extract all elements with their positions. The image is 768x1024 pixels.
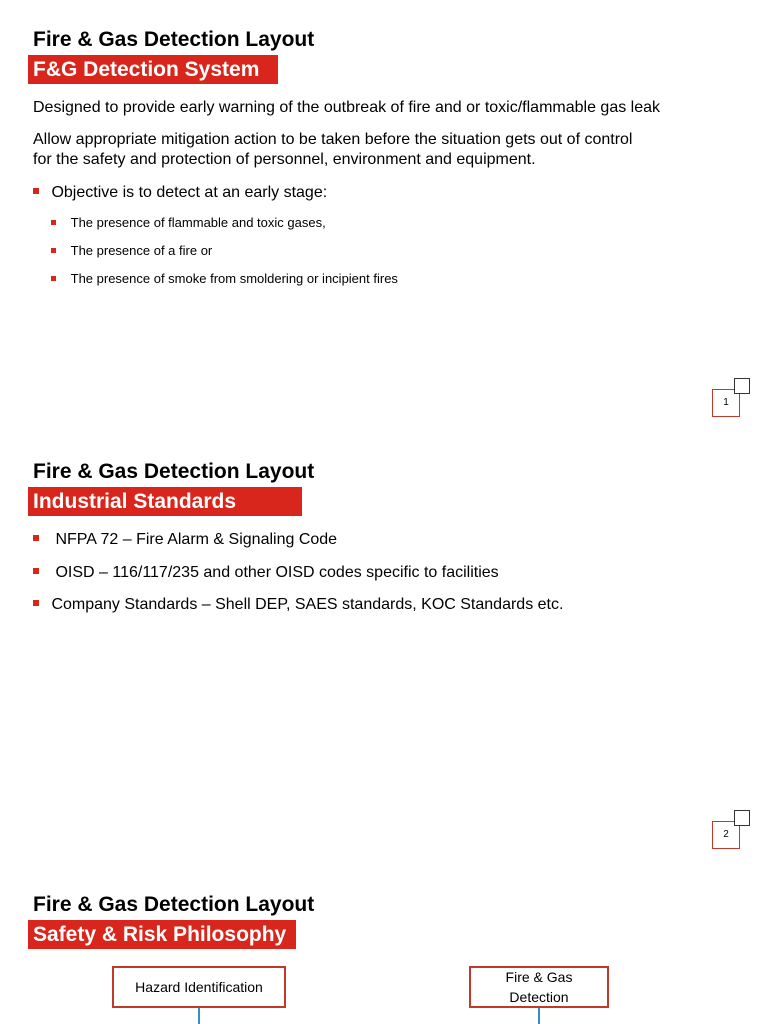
- slide-2: [0, 432, 768, 864]
- bullet-item: [33, 530, 337, 550]
- sub-bullet-item: [51, 215, 326, 231]
- section-header: Industrial Standards: [28, 487, 302, 516]
- bullet-text: OISD – 116/117/235 and other OISD codes specific to facilities: [55, 564, 499, 581]
- sub-bullet-item: [51, 271, 398, 287]
- sub-bullet-item: [51, 243, 212, 259]
- bullet-square-icon: [51, 276, 56, 281]
- hazard-identification-box: [112, 966, 286, 1008]
- section-header: Safety & Risk Philosophy: [28, 920, 296, 949]
- section-header: F&G Detection System: [28, 55, 278, 84]
- page-number: 1: [712, 389, 740, 417]
- bullet-square-icon: [33, 568, 39, 574]
- slide-title: Fire & Gas Detection Layout: [33, 28, 315, 51]
- bullet-text: Company Standards – Shell DEP, SAES standards, KOC Standards etc.: [51, 596, 564, 613]
- bullet-square-icon: [51, 248, 56, 253]
- bullet-item: [33, 563, 499, 583]
- bullet-text: NFPA 72 – Fire Alarm & Signaling Code: [55, 531, 338, 548]
- paragraph: Allow appropriate mitigation action to be taken before the situation gets out of control: [33, 131, 633, 148]
- bullet-item: [33, 595, 563, 615]
- bullet-text: Objective is to detect at an early stage:: [51, 184, 328, 201]
- sub-bullet-text: The presence of flammable and toxic gases,: [70, 215, 326, 230]
- bullet-square-icon: [33, 535, 39, 541]
- slide-1: [0, 0, 768, 432]
- slide-3: [0, 864, 768, 1024]
- slide-title: Fire & Gas Detection Layout: [33, 893, 315, 916]
- flow-connector: [538, 1008, 540, 1024]
- sub-bullet-text: The presence of smoke from smoldering or incipient fires: [70, 271, 398, 286]
- page-corner-square-icon: [734, 810, 750, 826]
- page-number: 2: [712, 821, 740, 849]
- slide-title: Fire & Gas Detection Layout: [33, 460, 315, 483]
- fire-gas-detection-box: [469, 966, 609, 1008]
- paragraph: Designed to provide early warning of the outbreak of fire and or toxic/flammable gas leak: [33, 99, 661, 116]
- page-corner-square-icon: [734, 378, 750, 394]
- bullet-square-icon: [33, 188, 39, 194]
- bullet-square-icon: [33, 600, 39, 606]
- box-label: Fire & Gas: [505, 969, 573, 985]
- bullet-item: [33, 183, 327, 203]
- box-label: Detection: [509, 989, 569, 1005]
- box-label: Hazard Identification: [135, 979, 263, 995]
- flow-connector: [198, 1008, 200, 1024]
- sub-bullet-text: The presence of a fire or: [70, 243, 213, 258]
- paragraph: for the safety and protection of personnel, environment and equipment.: [33, 151, 536, 168]
- bullet-square-icon: [51, 220, 56, 225]
